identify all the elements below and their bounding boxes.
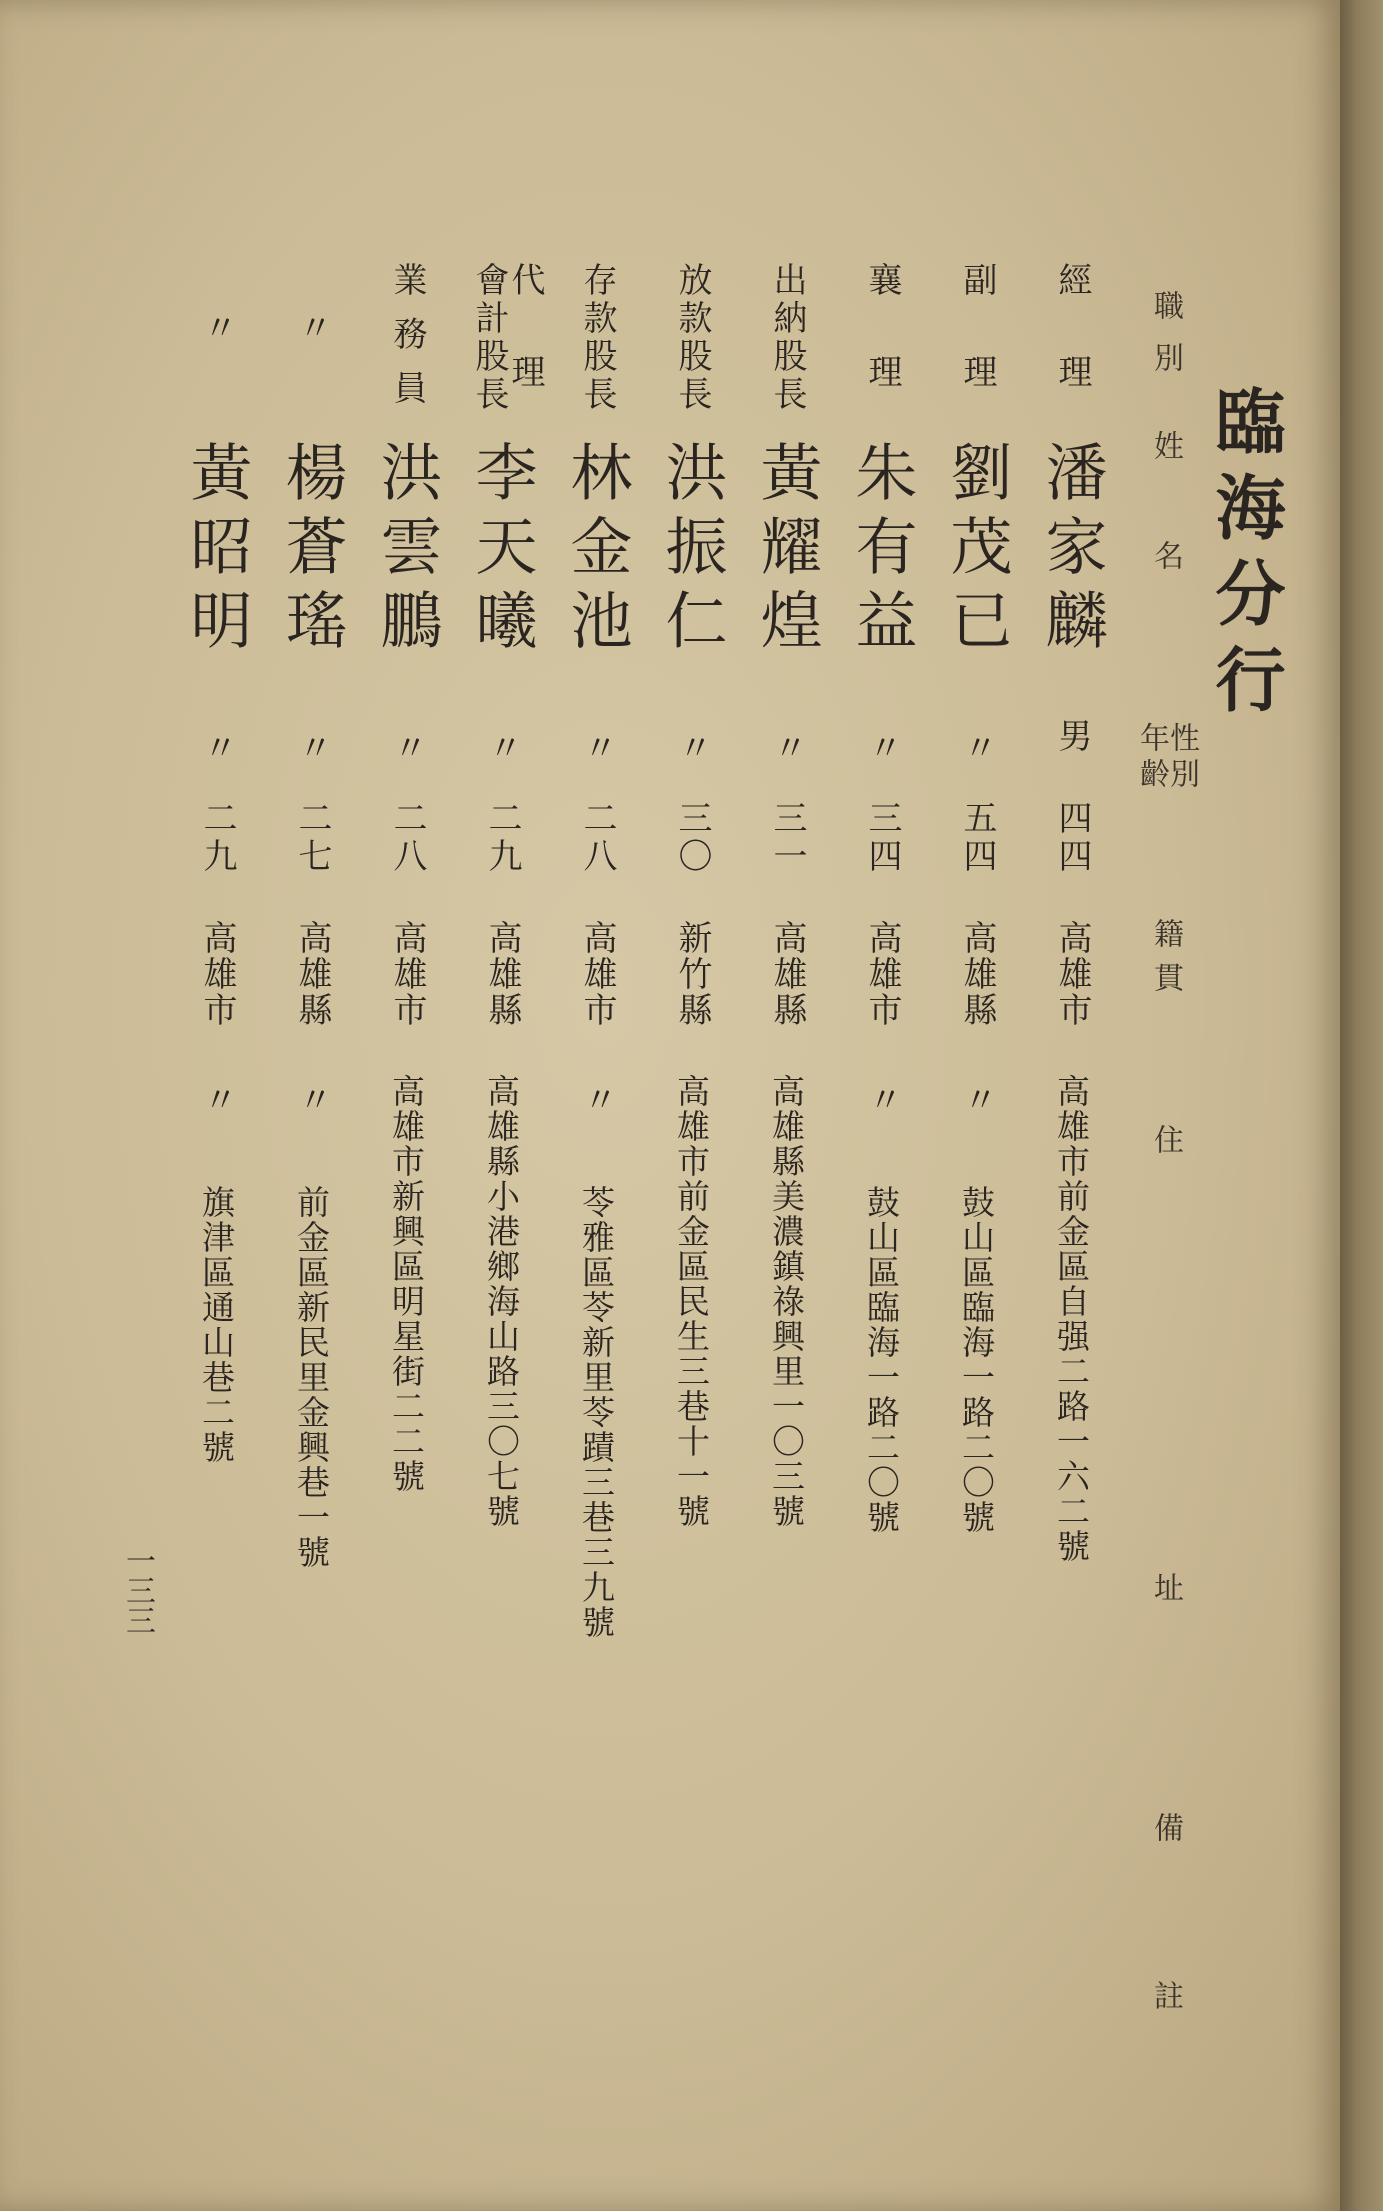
row-origin: 高雄市 [197,920,237,1028]
row-gender: 〃 [672,730,712,764]
row-address-ditto: 〃 [292,1082,332,1116]
row-address-ditto: 〃 [197,1082,237,1116]
row-age: 二八 [387,800,427,876]
row-address: 高雄縣小港鄉海山路三〇七號 [482,1074,521,1529]
row-name: 洪振仁 [655,440,728,662]
row-address: 高雄縣美濃鎮祿興里一〇三號 [767,1074,806,1529]
row-origin: 高雄縣 [292,920,332,1028]
row-address-ditto: 〃 [957,1082,997,1116]
row-name: 黃耀煌 [750,440,823,662]
row-age: 四四 [1052,800,1092,876]
row-position-line1: 代理 [505,262,545,446]
row-name: 林金池 [560,440,633,662]
row-position: 副理 [957,262,997,446]
header-remarks-char1: 備 [1148,1812,1183,1842]
row-position: 放款股長 [672,262,712,414]
row-position: 襄理 [862,262,902,446]
row-origin: 高雄市 [862,920,902,1028]
header-age: 年齡 [1134,722,1169,794]
row-origin: 高雄市 [577,920,617,1028]
row-address: 苓雅區苓新里苓蹟三巷三九號 [577,1185,616,1640]
row-age: 五四 [957,800,997,876]
row-address: 旗津區通山巷二號 [197,1185,236,1465]
row-address: 前金區新民里金興巷一號 [292,1185,331,1570]
page-number: 一三三 [120,1545,155,1635]
header-remarks-char2: 註 [1148,1980,1183,2010]
header-gender: 性別 [1164,722,1199,794]
row-gender: 〃 [482,730,522,764]
row-name: 李天曦 [465,440,538,662]
row-name: 潘家麟 [1035,440,1108,662]
page-title: 臨海分行 [1204,385,1287,729]
row-position: 〃 [292,310,332,344]
row-origin: 高雄市 [1052,920,1092,1028]
row-age: 三一 [767,800,807,876]
row-age: 三四 [862,800,902,876]
row-address: 高雄市新興區明星街二二號 [387,1074,426,1494]
header-name: 姓名 [1148,430,1183,650]
row-position: 存款股長 [577,262,617,414]
row-position: 業務員 [387,262,427,424]
row-position: 〃 [197,310,237,344]
row-position-line2: 會計股長 [469,262,509,414]
row-origin: 高雄市 [387,920,427,1028]
row-age: 二八 [577,800,617,876]
row-origin: 高雄縣 [957,920,997,1028]
row-gender: 〃 [577,730,617,764]
header-address-char1: 住 [1148,1124,1183,1154]
row-position: 經理 [1052,262,1092,446]
row-name: 楊蒼瑤 [275,440,348,662]
row-gender: 〃 [197,730,237,764]
row-position: 出納股長 [767,262,807,414]
row-origin: 高雄縣 [482,920,522,1028]
row-origin: 新竹縣 [672,920,712,1028]
row-address-ditto: 〃 [862,1082,902,1116]
header-position: 職別 [1148,290,1183,394]
row-gender: 〃 [387,730,427,764]
book-spine [1340,0,1383,2211]
row-origin: 高雄縣 [767,920,807,1028]
row-age: 三〇 [672,800,712,876]
row-gender: 〃 [767,730,807,764]
row-gender: 〃 [862,730,902,764]
row-address-ditto: 〃 [577,1082,617,1116]
row-name: 劉茂已 [940,440,1013,662]
row-name: 洪雲鵬 [370,440,443,662]
row-age: 二九 [482,800,522,876]
row-address: 鼓山區臨海一路二〇號 [862,1185,901,1535]
row-age: 二九 [197,800,237,876]
row-address: 高雄市前金區自强二路一六二號 [1052,1074,1091,1564]
row-gender: 男 [1052,718,1092,752]
row-name: 朱有益 [845,440,918,662]
header-origin: 籍貫 [1148,918,1183,1006]
row-address: 鼓山區臨海一路二〇號 [957,1185,996,1535]
row-name: 黃昭明 [180,440,253,662]
row-age: 二七 [292,800,332,876]
row-gender: 〃 [292,730,332,764]
row-address: 高雄市前金區民生三巷十一號 [672,1074,711,1529]
header-address-char2: 址 [1148,1572,1183,1602]
row-gender: 〃 [957,730,997,764]
